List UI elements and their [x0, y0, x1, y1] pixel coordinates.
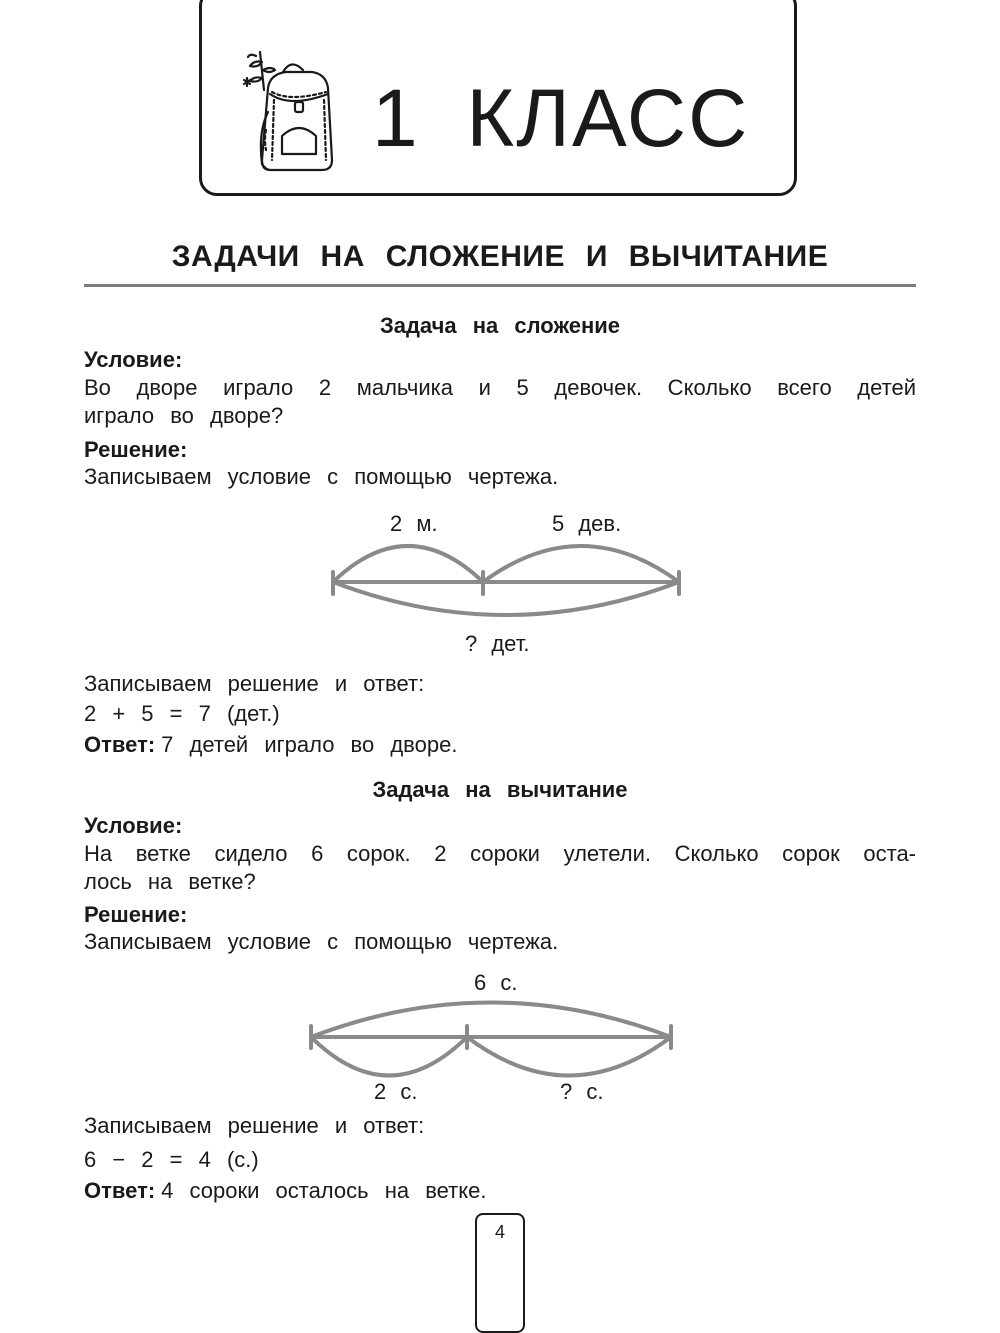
- backpack-icon: [238, 50, 338, 180]
- problem1-condition-line1: Во дворе играло 2 мальчика и 5 девочек. Сколько всего детей: [84, 375, 916, 400]
- problem2-answer: [84, 1177, 916, 1205]
- problem1-arc-total: [333, 582, 679, 615]
- problem2-total-label: 6 с.: [474, 970, 518, 995]
- grade-title: 1 КЛАСС: [372, 73, 750, 164]
- problem1-answer-text: 7 детей играло во дворе.: [161, 732, 458, 757]
- problem1-equation: 2 + 5 = 7 (дет.): [84, 701, 280, 726]
- problem1-answer-label: Ответ:: [84, 732, 156, 757]
- problem2-part2-label: ? с.: [560, 1079, 604, 1104]
- section-divider: [84, 284, 916, 287]
- problem2-condition-line2: лось на ветке?: [84, 869, 256, 894]
- problem2-part1-label: 2 с.: [374, 1079, 418, 1104]
- problem1-condition-line2: играло во дворе?: [84, 403, 284, 428]
- problem1-part1-label: 2 м.: [390, 511, 438, 536]
- problem2-arc-part2: [467, 1037, 671, 1076]
- problem1-condition-label: Условие:: [84, 347, 183, 372]
- problem1-arc-part1: [333, 546, 483, 582]
- problem2-condition-line1: На ветке сидело 6 сорок. 2 сороки улетели. Сколько сорок оста-: [84, 841, 916, 866]
- problem2-solution-label: Решение:: [84, 902, 188, 927]
- problem2-title: Задача на вычитание: [372, 777, 628, 802]
- problem2-solution-intro: Записываем условие с помощью чертежа.: [84, 929, 559, 954]
- page-number: 4: [494, 1222, 505, 1242]
- section-title: ЗАДАЧИ НА СЛОЖЕНИЕ И ВЫЧИТАНИЕ: [171, 240, 829, 273]
- problem2-arc-total: [311, 1003, 671, 1038]
- problem1-arc-part2: [483, 546, 679, 582]
- problem1-total-label: ? дет.: [465, 631, 530, 656]
- problem1-answer: [84, 731, 916, 759]
- problem1-record-text: Записываем решение и ответ:: [84, 671, 425, 696]
- problem2-equation: 6 − 2 = 4 (с.): [84, 1147, 259, 1172]
- problem2-answer-label: Ответ:: [84, 1178, 156, 1203]
- problem1-part2-label: 5 дев.: [552, 511, 622, 536]
- problem1-solution-intro: Записываем условие с помощью чертежа.: [84, 464, 559, 489]
- problem2-arc-part1: [311, 1037, 467, 1076]
- problem2-condition-label: Условие:: [84, 813, 183, 838]
- problem1-title: Задача на сложение: [379, 313, 621, 338]
- problem2-record-text: Записываем решение и ответ:: [84, 1113, 425, 1138]
- problem1-solution-label: Решение:: [84, 437, 188, 462]
- problem2-answer-text: 4 сороки осталось на ветке.: [161, 1178, 487, 1203]
